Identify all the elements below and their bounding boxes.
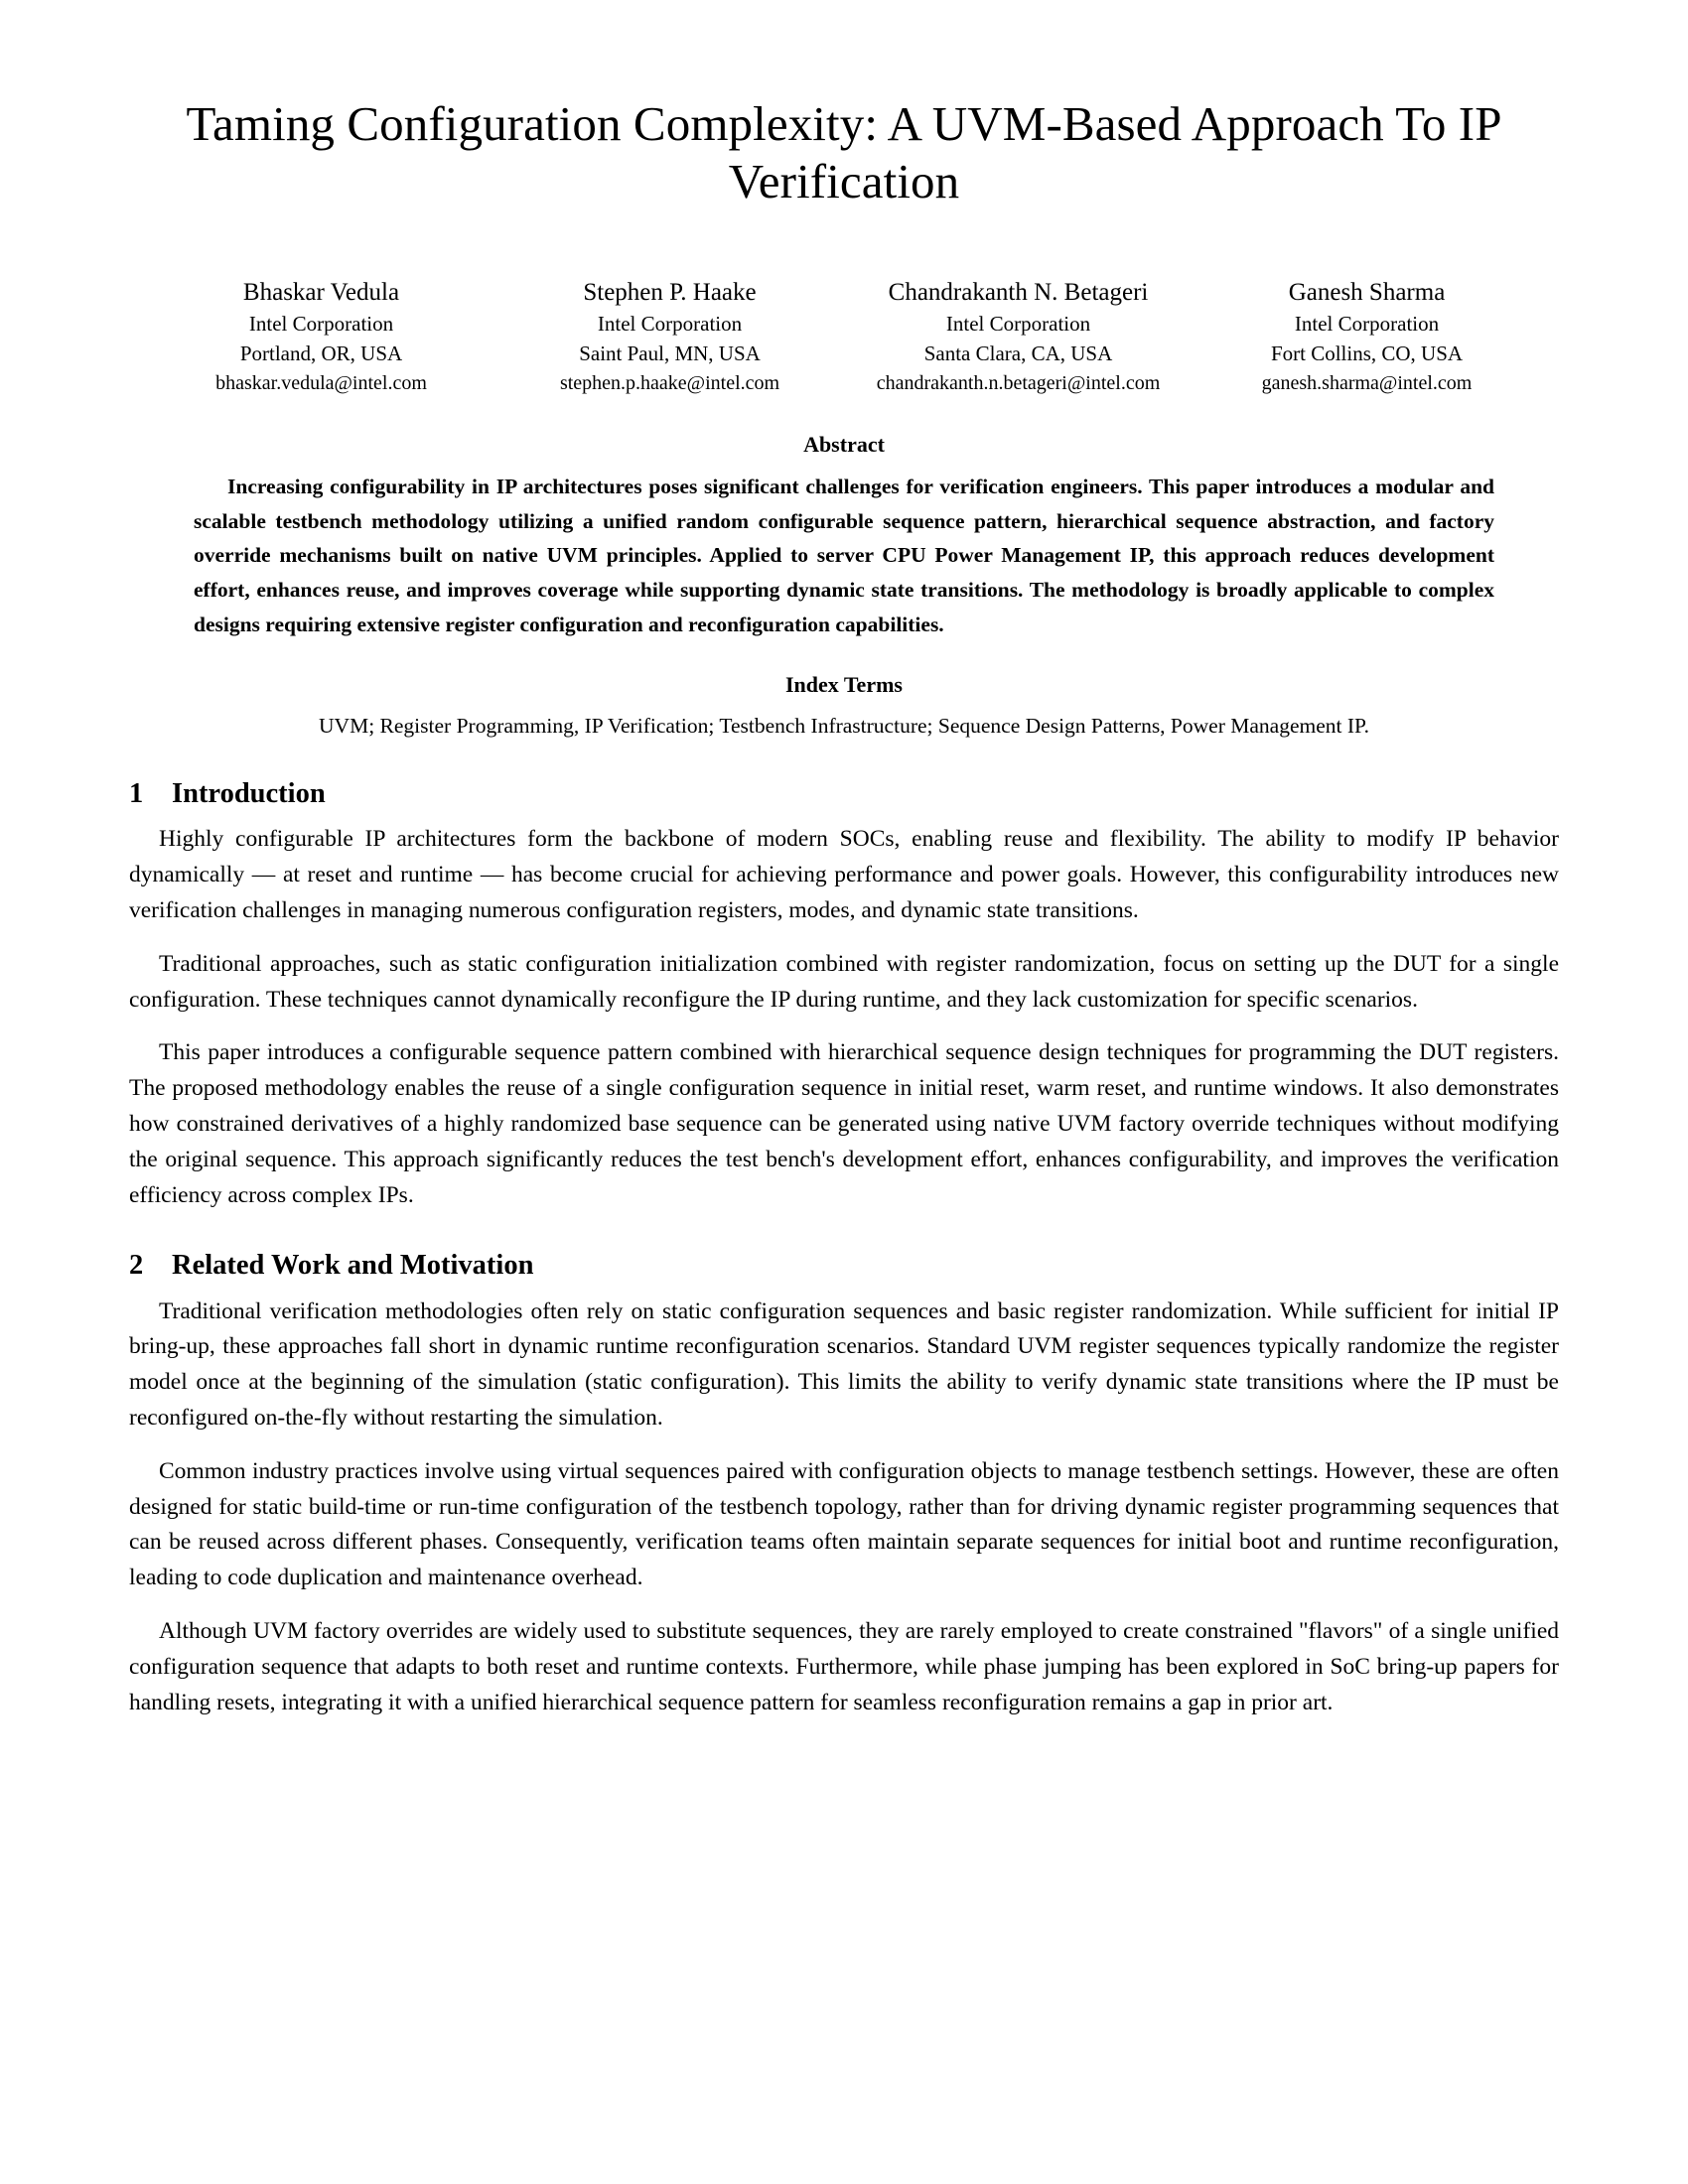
abstract-heading: Abstract bbox=[803, 431, 885, 457]
author-email[interactable]: ganesh.sharma@intel.com bbox=[1261, 371, 1473, 394]
author-entry bbox=[495, 276, 844, 398]
section-number: 2 bbox=[129, 1250, 144, 1282]
page-title: Taming Configuration Complexity: A UVM-Based Approach To IP Verification bbox=[186, 96, 1502, 208]
author-name: Ganesh Sharma bbox=[1288, 278, 1446, 306]
author-name: Stephen P. Haake bbox=[583, 278, 757, 306]
author-entry bbox=[844, 276, 1193, 398]
section-title: Related Work and Motivation bbox=[172, 1250, 534, 1282]
section-heading-introduction bbox=[129, 775, 1559, 812]
author-block bbox=[129, 276, 1559, 398]
author-email[interactable]: stephen.p.haake@intel.com bbox=[559, 371, 780, 394]
index-terms-text: UVM; Register Programming, IP Verification; Testbench Infrastructure; Sequence Design Patterns, Power Management IP. bbox=[319, 713, 1369, 738]
author-affiliation: Intel Corporation bbox=[1294, 312, 1440, 337]
section-number: 1 bbox=[129, 778, 144, 810]
author-location: Portland, OR, USA bbox=[239, 341, 403, 365]
abstract-text: Increasing configurability in IP architectures poses significant challenges for verification engineers. This paper introduces a modular and scalable testbench methodology utilizing a unified random configurable sequence pattern, hierarchical sequence abstraction, and factory override mechanisms built on native UVM principles. Applied to server CPU Power Management IP, this approach reduces development effort, enhances reuse, and improves coverage while supporting dynamic state transitions. The methodology is broadly applicable to complex designs requiring extensive register configuration and reconfiguration capabilities. bbox=[194, 474, 1494, 637]
paragraph: This paper introduces a configurable sequence pattern combined with hierarchical sequence design techniques for programming the DUT registers. The proposed methodology enables the reuse of a single configuration sequence in initial reset, warm reset, and runtime windows. It also demonstrates how constrained derivatives of a highly randomized base sequence can be generated using native UVM factory override techniques without modifying the original sequence. This approach significantly reduces the test bench's development effort, enhances configurability, and improves the verification efficiency across complex IPs. bbox=[129, 1039, 1559, 1208]
paragraph: Common industry practices involve using virtual sequences paired with configuration objects to manage testbench settings. However, these are often designed for static build-time or run-time configuration of the testbench topology, rather than for driving dynamic register programming sequences that can be reused across different phases. Consequently, verification teams often maintain separate sequences for initial boot and runtime reconfiguration, leading to code duplication and maintenance overhead. bbox=[129, 1457, 1559, 1591]
author-email[interactable]: bhaskar.vedula@intel.com bbox=[215, 371, 427, 394]
section-heading-related-work bbox=[129, 1247, 1559, 1284]
author-affiliation: Intel Corporation bbox=[248, 312, 394, 337]
paragraph: Traditional approaches, such as static configuration initialization combined with register randomization, focus on setting up the DUT for a single configuration. These techniques cannot dynamically reconfigure the IP during runtime, and they lack customization for specific scenarios. bbox=[129, 950, 1559, 1013]
section-title: Introduction bbox=[172, 778, 326, 810]
paragraph: Traditional verification methodologies often rely on static configuration sequences and basic register randomization. While sufficient for initial IP bring-up, these approaches fall short in dynamic runtime reconfiguration scenarios. Standard UVM register sequences typically randomize the register model once at the beginning of the simulation (static configuration). This limits the ability to verify dynamic state transitions where the IP must be reconfigured on-the-fly without restarting the simulation. bbox=[129, 1297, 1559, 1431]
index-terms-heading: Index Terms bbox=[785, 671, 903, 697]
author-location: Santa Clara, CA, USA bbox=[923, 341, 1113, 365]
author-affiliation: Intel Corporation bbox=[597, 312, 743, 337]
author-entry bbox=[147, 276, 495, 398]
paragraph: Although UVM factory overrides are widely used to substitute sequences, they are rarely employed to create constrained "flavors" of a single unified configuration sequence that adapts to both reset and runtime contexts. Furthermore, while phase jumping has been explored in SoC bring-up papers for handling resets, integrating it with a unified hierarchical sequence pattern for seamless reconfiguration remains a gap in prior art. bbox=[129, 1618, 1559, 1715]
paragraph: Highly configurable IP architectures form the backbone of modern SOCs, enabling reuse and flexibility. The ability to modify IP behavior dynamically — at reset and runtime — has become crucial for achieving performance and power goals. However, this configurability introduces new verification challenges in managing numerous configuration registers, modes, and dynamic state transitions. bbox=[129, 826, 1559, 923]
author-location: Fort Collins, CO, USA bbox=[1270, 341, 1464, 365]
author-name: Chandrakanth N. Betageri bbox=[888, 278, 1149, 306]
author-entry bbox=[1193, 276, 1541, 398]
author-email[interactable]: chandrakanth.n.betageri@intel.com bbox=[876, 371, 1161, 394]
author-affiliation: Intel Corporation bbox=[945, 312, 1091, 337]
author-name: Bhaskar Vedula bbox=[242, 278, 400, 306]
author-location: Saint Paul, MN, USA bbox=[579, 341, 761, 365]
